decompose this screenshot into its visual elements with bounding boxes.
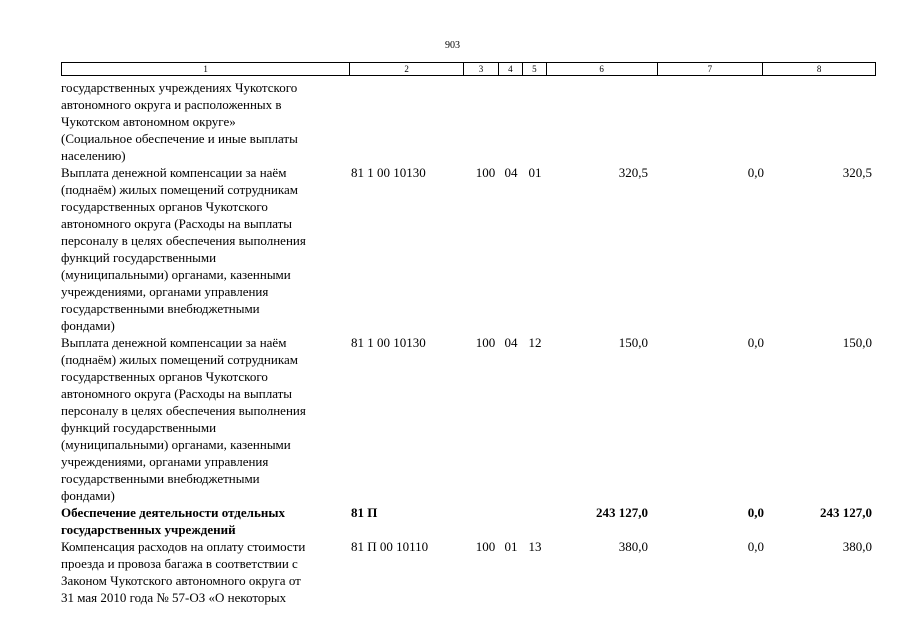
row-value-6: 243 127,0 [596,505,648,520]
row-description: Выплата денежной компенсации за наём (поднаём) жилых помещений сотрудникам государственных органов Чукотского автономного округа (Расходы на выплаты персоналу в целях обеспечения выполнения функций государственными (муниципальными) органами, казенными учреждениями, органами управления государственными внебюджетными фондами) [61,165,306,333]
table-header-row [61,62,876,76]
row-value-7: 0,0 [747,505,764,520]
row-col-5: 13 [528,539,542,554]
page-number: 903 [445,40,460,51]
table-row-section-heading [61,504,876,538]
row-code: 81 П 00 10110 [351,539,429,554]
row-code: 81 1 00 10130 [351,165,426,180]
header-col-8: 8 [816,64,822,74]
row-value-8: 150,0 [842,335,872,350]
row-col-3: 100 [475,165,496,180]
row-code: 81 П [351,505,378,520]
row-col-4: 04 [504,165,518,180]
row-value-6: 320,5 [618,165,648,180]
row-value-7: 0,0 [747,539,764,554]
row-value-8: 380,0 [842,539,872,554]
row-col-3: 100 [475,335,496,350]
table-row [61,79,876,164]
row-value-6: 380,0 [618,539,648,554]
table-row [61,334,876,504]
table-row [61,538,876,606]
row-value-7: 0,0 [747,165,764,180]
header-col-6: 6 [547,63,658,75]
header-col-4: 4 [499,63,523,75]
header-col-7: 7 [658,63,764,75]
row-value-8: 320,5 [842,165,872,180]
table-row [61,164,876,334]
row-description: государственных учреждениях Чукотского автономного округа и расположенных в Чукотском автономном округе» (Социальное обеспечение и иные выплаты населению) [61,80,298,163]
row-value-7: 0,0 [747,335,764,350]
row-col-4: 01 [504,539,518,554]
row-value-8: 243 127,0 [820,505,872,520]
row-col-4: 04 [504,335,518,350]
row-description: Выплата денежной компенсации за наём (поднаём) жилых помещений сотрудникам государственных органов Чукотского автономного округа (Расходы на выплаты персоналу в целях обеспечения выполнения функций государственными (муниципальными) органами, казенными учреждениями, органами управления государственными внебюджетными фондами) [61,335,306,503]
row-value-6: 150,0 [618,335,648,350]
header-col-3: 3 [464,63,499,75]
header-col-2: 2 [350,63,464,75]
table-body [61,79,876,606]
header-col-1: 1 [62,63,350,75]
row-description: Компенсация расходов на оплату стоимости проезда и провоза багажа в соответствии с Законом Чукотского автономного округа от 31 мая 2010 года № 57-ОЗ «О некоторых [61,539,306,605]
row-code: 81 1 00 10130 [351,335,426,350]
row-col-5: 01 [528,165,542,180]
header-col-5: 5 [523,63,547,75]
row-col-3: 100 [475,539,496,554]
row-col-5: 12 [528,335,542,350]
row-description: Обеспечение деятельности отдельных государственных учреждений [61,505,285,537]
